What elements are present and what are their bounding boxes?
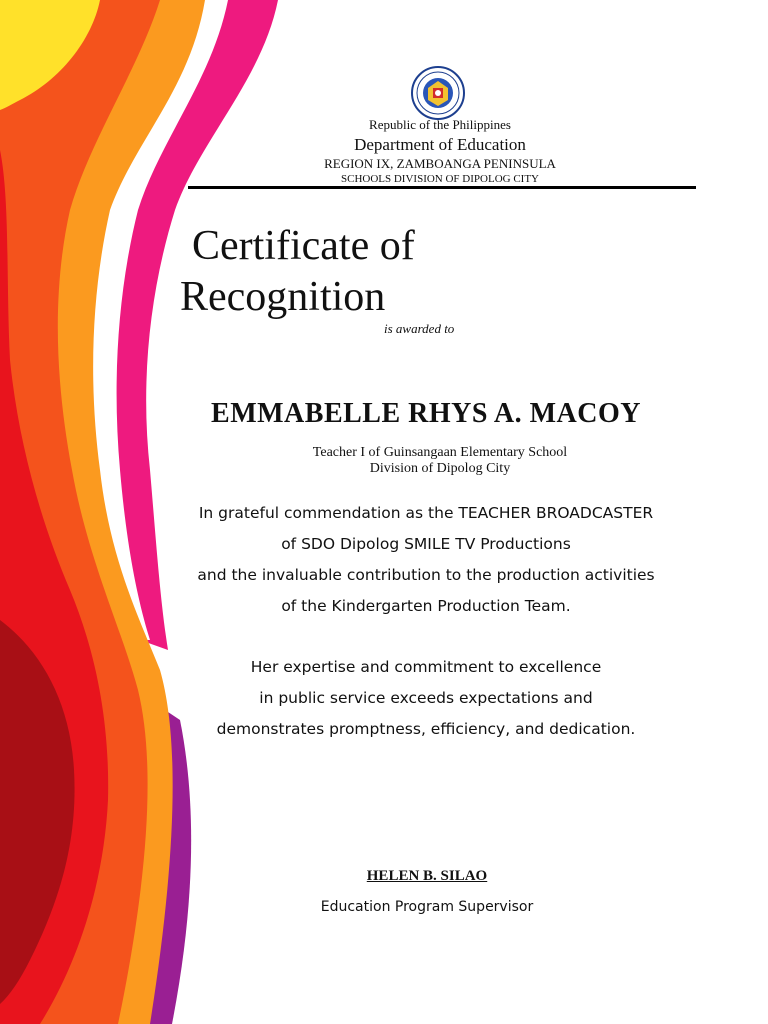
recipient-position: Teacher I of Guinsangaan Elementary School [312,445,568,460]
signatory-title: Education Program Supervisor [320,899,534,915]
recipient-division: Division of Dipolog City [369,461,511,476]
commendation-line-1: In grateful commendation as the TEACHER BROADCASTER [198,504,654,522]
commendation-line-4: of the Kindergarten Production Team. [281,597,571,615]
title-line-2: Recognition [180,274,386,320]
signatory-name: HELEN B. SILAO [366,868,488,884]
deped-seal-icon [411,66,465,120]
praise-line-1: Her expertise and commitment to excellence [250,658,602,676]
title-line-1: Certificate of [192,223,415,269]
praise-line-3: demonstrates promptness, efficiency, and dedication. [216,720,636,738]
commendation-line-3: and the invaluable contribution to the production activities [197,566,655,584]
department-label: Department of Education [354,135,526,154]
commendation-line-2: of SDO Dipolog SMILE TV Productions [281,535,571,553]
praise-line-2: in public service exceeds expectations and [259,689,593,707]
region-label: REGION IX, ZAMBOANGA PENINSULA [324,156,556,171]
recipient-name: EMMABELLE RHYS A. MACOY [211,398,641,429]
division-label: SCHOOLS DIVISION OF DIPOLOG CITY [340,173,539,185]
header-divider [188,186,696,189]
republic-label: Republic of the Philippines [369,117,511,132]
awarded-to-label: is awarded to [384,321,455,336]
